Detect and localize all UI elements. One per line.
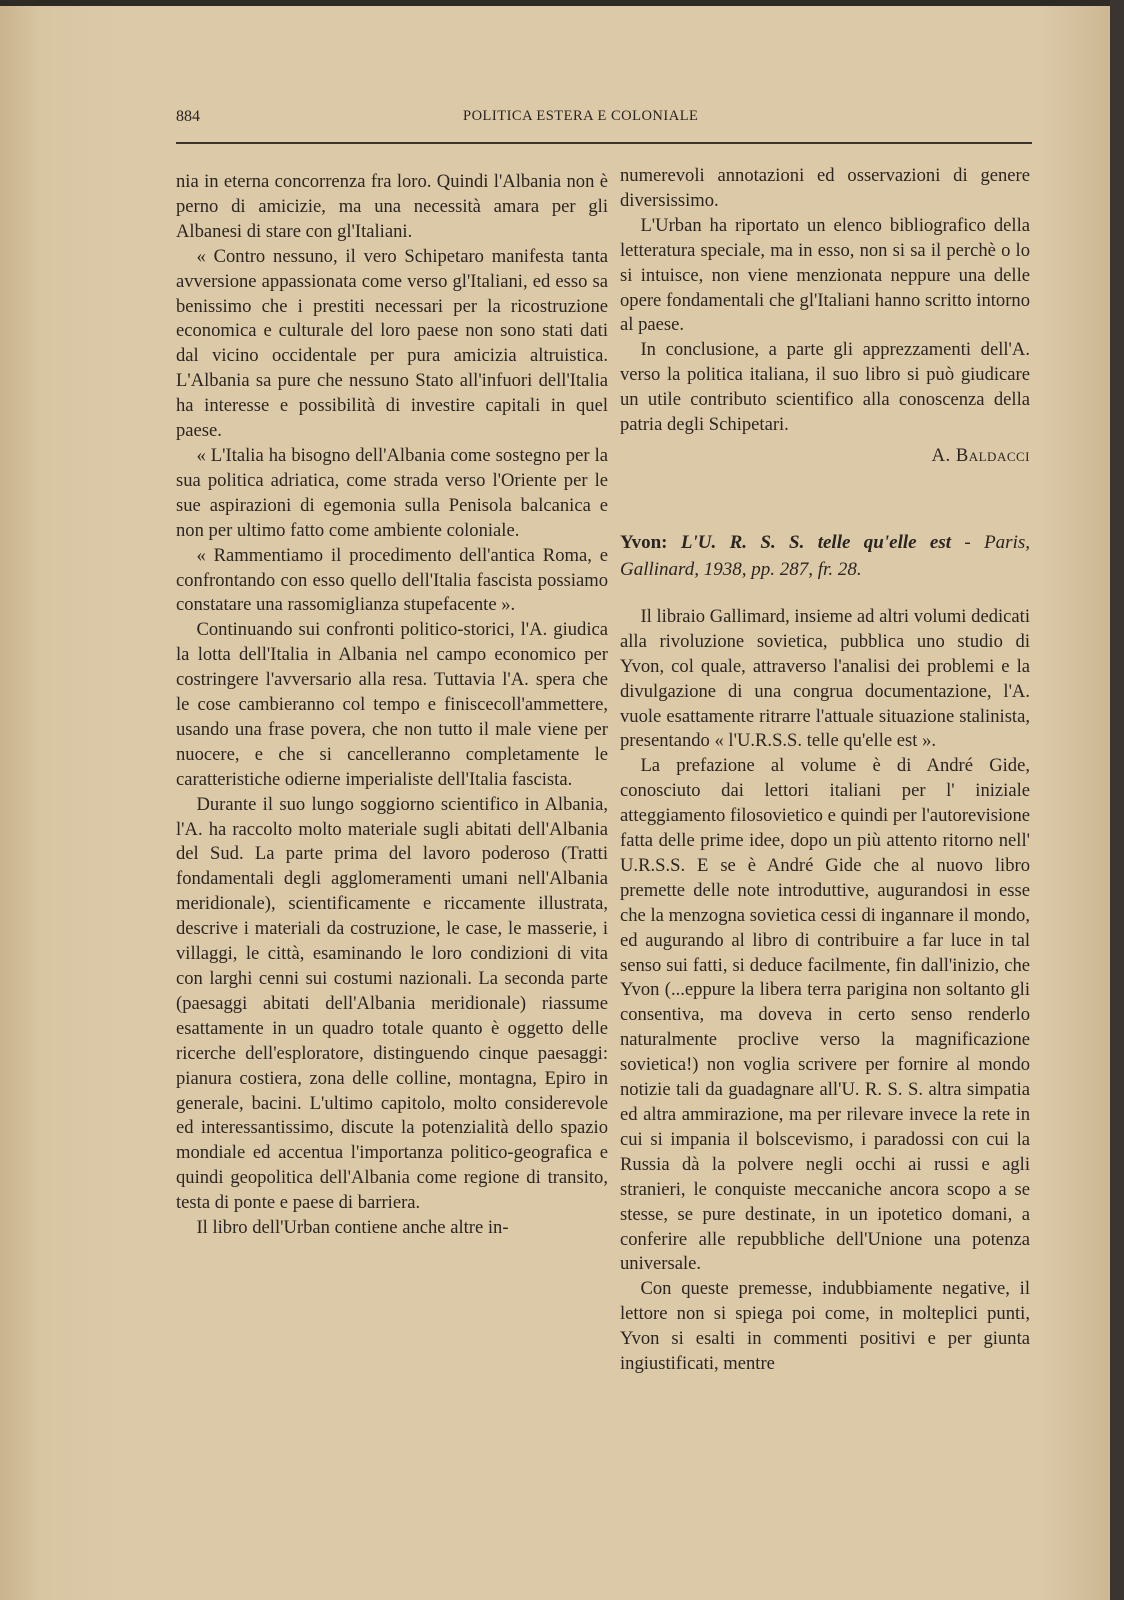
header-rule bbox=[176, 142, 1032, 144]
review-signature: A. Baldacci bbox=[931, 444, 1030, 466]
spacer bbox=[620, 583, 1030, 605]
review-author: Yvon: bbox=[620, 531, 668, 553]
paragraph: Con queste premesse, indubbiamente negative, il lettore non si spiega poi come, in molteplici punti, Yvon si esalti in commenti positivi e per giunta ingiustificati, mentre bbox=[620, 1278, 1030, 1375]
paragraph: Il libraio Gallimard, insieme ad altri volumi dedicati alla rivoluzione sovietica, pubblica uno studio di Yvon, col quale, attraverso l'analisi dei problemi e la divulgazione di una congrua documentazione, l'A. vuole esattamente ritrarre l'attuale situazione stalinista, presentando « l'U.R.S.S. telle qu'elle est ». bbox=[620, 605, 1030, 752]
paragraph: La prefazione al volume è di André Gide, conosciuto dai lettori italiani per l' iniziale atteggiamento filosovietico e quindi per l'autorevisione fatta delle prime idee, dopo un più attento ritorno nell' U.R.S.S. E se è André Gide che al nuovo libro premette delle note introduttive, augurandosi in esse che la menzogna sovietica cessi di ingannare il mondo, ed augurando al libro di contribuire a far luce in tal senso sui fatti, si deduce facilmente, fin dall'inizio, che Yvon (...eppure la libera terra parigina non soltanto gli consentiva, ma doveva in certo senso renderlo naturalmente proclive verso la magnificazione sovietica!) non voglia scrivere per fornire al mondo notizie tali da guadagnare all'U. R. S. S. altra simpatia ed altra ammirazione, ma per rilevare invece la rete in cui si impania il bolscevismo, i paradossi con cui la Russia dà la polvere negli occhi ai russi e agli stranieri, le conquiste meccaniche ancora scopo a se stesse, se pure destinate, in un ipotetico domani, a conferire alle repubbliche dell'Unione una potenza universale. bbox=[620, 755, 1030, 1275]
paragraph: Durante il suo lungo soggiorno scientifico in Albania, l'A. ha raccolto molto materiale sugli abitati dell'Albania del Sud. La parte prima del lavoro poderoso (Tratti fondamentali degli agglomeramenti umani nell'Albania meridionale), scientificamente e riccamente illustrata, descrive i materiali da costruzione, le case, le masserie, i villaggi, le città, esaminando le loro condizioni di vita con larghi cenni sui costumi nazionali. La seconda parte (paesaggi abitati dell'Albania meridionale) riassume esattamente in un quadro totale quanto è oggetto delle ricerche dell'esploratore, distinguendo cinque paesaggi: pianura costiera, zona delle colline, montagna, Epiro in generale, bacini. L'ultimo capitolo, molto considerevole ed interessantissimo, discute la potenzialità dello spazio mondiale ed accentua l'importanza politico-geografica e quindi geopolitica dell'Albania come regione di transito, testa di ponte e paese di barriera. bbox=[176, 793, 608, 1214]
paragraph: L'Urban ha riportato un elenco bibliografico della letteratura speciale, ma in esso, non si sa il perchè o lo si intuisce, non viene menzionata neppure una delle opere fondamentali che gl'Italiani hanno scritto intorno al paese. bbox=[620, 214, 1030, 336]
review-title: L'U. R. S. S. telle qu'elle est bbox=[680, 531, 952, 553]
paragraph: « Rammentiamo il procedimento dell'antica Roma, e confrontando con esso quello dell'Italia fascista possiamo constatare una rassomiglianza stupefacente ». bbox=[176, 544, 608, 616]
paragraph: nia in eterna concorrenza fra loro. Quindi l'Albania non è perno di amicizie, ma una necessità amara per gli Albanesi di stare con gl'Italiani. bbox=[176, 171, 608, 242]
right-column bbox=[620, 164, 1030, 1377]
paragraph: numerevoli annotazioni ed osservazioni di genere diversissimo. bbox=[620, 165, 1030, 211]
scan-edge bbox=[0, 0, 1110, 6]
page-number: 884 bbox=[176, 108, 200, 125]
review-publication: - Paris, Gallinard, 1938, pp. 287, fr. 28. bbox=[620, 531, 1030, 580]
running-head: POLITICA ESTERA E COLONIALE bbox=[463, 108, 699, 124]
paragraph: « L'Italia ha bisogno dell'Albania come sostegno per la sua politica adriatica, come strada verso l'Oriente per le sue aspirazioni di egemonia sulla Penisola balcanica e non per ultimo fatto come ambiente coloniale. bbox=[176, 444, 608, 541]
paragraph: Continuando sui confronti politico-storici, l'A. giudica la lotta dell'Italia in Albania nel campo economico per costringere l'avversario alla resa. Tuttavia l'A. spera che le cose cambieranno col tempo e finiscecoll'ammettere, usando una frase povera, che non tutto il male viene per nuocere, e che si cancelleranno completamente le caratteristiche odierne imperialiste dell'Italia fascista. bbox=[176, 619, 608, 790]
paragraph: In conclusione, a parte gli apprezzamenti dell'A. verso la politica italiana, il suo libro si può giudicare un utile contributo scientifico alla conoscenza della patria degli Schipetari. bbox=[620, 339, 1030, 436]
paragraph: « Contro nessuno, il vero Schipetaro manifesta tanta avversione appassionata come verso gl'Italiani, ed esso sa benissimo che i prestiti necessari per la ricostruzione economica e culturale del loro paese non sono stati dati dal vicino occidentale per pura amicizia altruistica. L'Albania sa pure che nessuno Stato all'infuori dell'Italia ha interesse e possibilità di investire capitali in quel paese. bbox=[176, 245, 608, 442]
paragraph: Il libro dell'Urban contiene anche altre in- bbox=[196, 1217, 509, 1239]
review-heading bbox=[620, 529, 1030, 583]
left-column bbox=[176, 170, 608, 1241]
